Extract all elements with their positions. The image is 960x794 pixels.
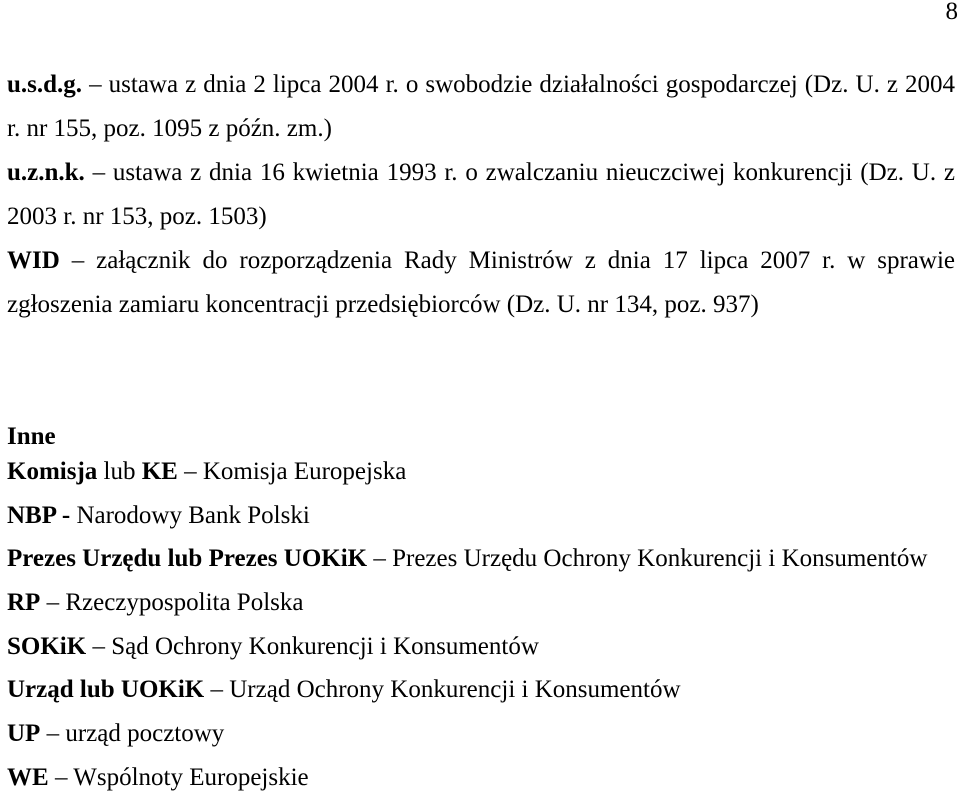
abbreviation-text: urząd pocztowy <box>65 720 225 748</box>
abbreviation-rp <box>7 589 955 617</box>
abbreviation-separator: – <box>48 763 74 791</box>
abbreviation-text: Rzeczypospolita Polska <box>65 589 304 617</box>
abbreviation-sokik <box>7 633 955 661</box>
abbreviation-term-alt: KE <box>141 458 178 485</box>
abbreviation-up <box>7 720 955 748</box>
abbreviation-text: Urząd Ochrony Konkurencji i Konsumentów <box>229 676 681 704</box>
abbreviation-term: UP <box>7 720 41 748</box>
legal-acts-abbreviations <box>7 63 955 327</box>
definition-usdg <box>7 63 955 151</box>
abbreviation-nbp <box>7 502 955 530</box>
abbreviation-term: Urząd lub UOKiK <box>7 676 205 704</box>
definition-wid <box>7 239 955 327</box>
abbreviation-term: NBP - <box>7 501 71 529</box>
abbreviation-separator: – <box>367 545 393 573</box>
definition-text: ustawa z dnia 16 kwietnia 1993 r. o zwalczaniu nieuczciwej konkurencji (Dz. U. z 2003 r. nr 153, poz. 1503) <box>7 159 955 230</box>
abbreviation-term: SOKiK <box>7 632 87 660</box>
abbreviation-term: Prezes Urzędu lub Prezes UOKiK <box>7 545 368 573</box>
section-heading: Inne <box>7 423 56 450</box>
definition-separator: – <box>82 71 109 98</box>
abbreviation-term: Komisja <box>7 458 98 485</box>
abbreviation-term: WE <box>7 763 49 791</box>
definition-term: u.z.n.k. <box>7 159 85 186</box>
abbreviation-separator: – <box>40 720 66 748</box>
abbreviation-text: Narodowy Bank Polski <box>76 501 310 529</box>
abbreviation-text: Wspólnoty Europejskie <box>73 763 309 791</box>
abbreviation-separator: – <box>204 676 230 704</box>
abbreviation-separator: – <box>40 589 66 617</box>
abbreviation-uokik <box>7 676 955 704</box>
abbreviation-text: Prezes Urzędu Ochrony Konkurencji i Konsumentów <box>392 545 928 573</box>
definition-separator: – <box>84 159 113 186</box>
definition-uznk <box>7 151 955 239</box>
abbreviation-separator: – <box>177 458 203 485</box>
abbreviation-komisja <box>7 458 955 486</box>
abbreviation-term: RP <box>7 589 41 617</box>
other-abbreviations <box>7 423 955 792</box>
abbreviation-text: Sąd Ochrony Konkurencji i Konsumentów <box>111 632 539 660</box>
definition-term: u.s.d.g. <box>7 71 83 98</box>
abbreviation-prezes-uokik <box>7 545 955 573</box>
abbreviation-we <box>7 764 955 792</box>
abbreviation-text: Komisja Europejska <box>202 458 407 485</box>
definition-text: załącznik do rozporządzenia Rady Ministrów z dnia 17 lipca 2007 r. w sprawie zgłoszenia zamiaru koncentracji przedsiębiorców (Dz. U. nr 134, poz. 937) <box>7 247 955 318</box>
page-number: 8 <box>945 0 958 25</box>
definition-separator: – <box>59 247 97 274</box>
definition-text: ustawa z dnia 2 lipca 2004 r. o swobodzie działalności gospodarczej (Dz. U. z 2004 r. nr 155, poz. 1095 z późn. zm.) <box>7 71 956 142</box>
abbreviation-separator: – <box>86 632 112 660</box>
abbreviation-joiner: lub <box>97 458 142 485</box>
definition-term: WID <box>7 247 60 274</box>
